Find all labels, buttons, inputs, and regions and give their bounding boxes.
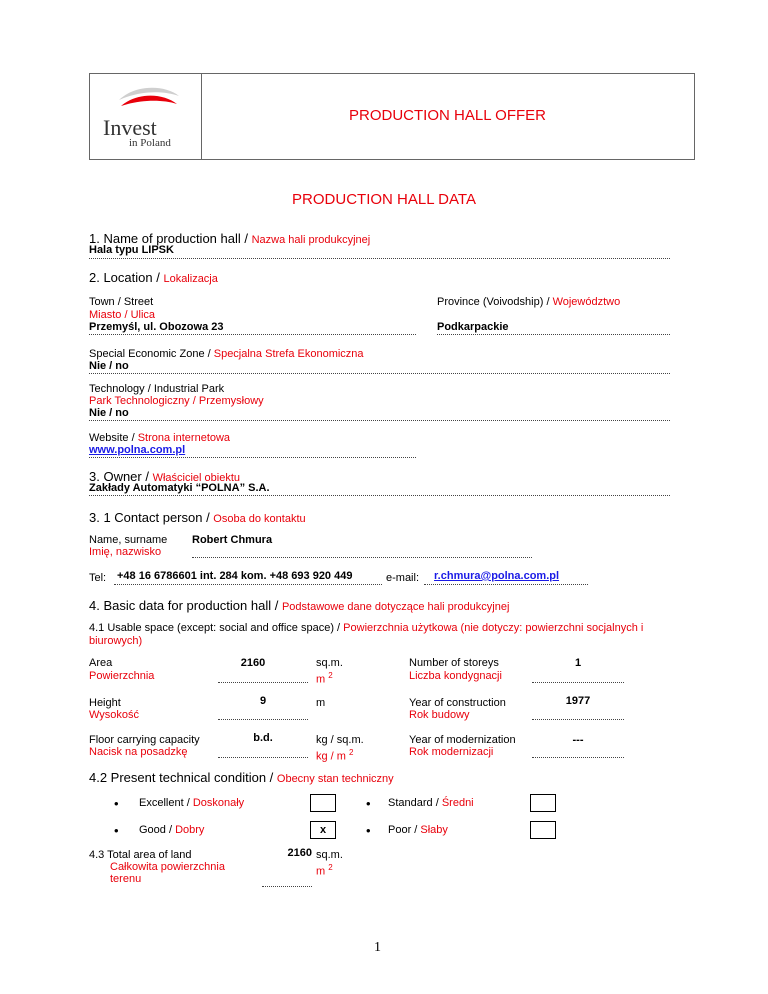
town-line: [89, 334, 416, 335]
standard-label: Standard / Średni: [388, 797, 474, 809]
hall-name-value: Hala typu LIPSK: [89, 244, 174, 256]
height-line: [218, 719, 308, 720]
email-label: e-mail:: [386, 572, 420, 584]
website-link[interactable]: www.polna.com.pl: [89, 444, 186, 456]
storeys-value: 1: [574, 657, 582, 669]
area-unit2: m $^2$: [316, 671, 333, 686]
park-line: [89, 420, 670, 421]
email-line: [424, 584, 588, 585]
floor-unit1: kg / sq.m.: [316, 734, 364, 746]
contact-name-label-en: Name, surname: [89, 534, 168, 546]
year-value: 1977: [565, 695, 591, 707]
s43-label-en: 4.3 Total area of land: [89, 849, 192, 861]
good-checkbox[interactable]: x: [310, 821, 336, 839]
modern-label-pl: Rok modernizacji: [409, 746, 494, 758]
excellent-label: Excellent / Doskonały: [139, 797, 245, 809]
floor-unit2: kg / m $^2$: [316, 748, 354, 763]
sez-label: Special Economic Zone / Specjalna Strefa Ekonomiczna: [89, 348, 364, 360]
poor-label: Poor / Słaby: [388, 824, 448, 836]
sez-line: [89, 373, 670, 374]
province-line: [437, 334, 670, 335]
area-value: 2160: [240, 657, 266, 669]
town-label-en: Town / Street: [89, 296, 154, 308]
email-link[interactable]: r.chmura@polna.com.pl: [434, 570, 560, 582]
contact-name-label-pl: Imię, nazwisko: [89, 546, 162, 558]
invest-in-poland-logo: [99, 80, 194, 152]
height-label-en: Height: [89, 697, 121, 709]
land-unit2: m $^2$: [316, 863, 333, 878]
good-label: Good / Dobry: [139, 824, 205, 836]
storeys-line: [532, 682, 624, 683]
floor-label-en: Floor carrying capacity: [89, 734, 200, 746]
s41-heading: 4.1 Usable space (except: social and office space) / Powierzchnia użytkowa (nie dotyczy: powierzchni socjalnych i biurowych): [89, 622, 644, 647]
sez-value: Nie / no: [89, 360, 129, 372]
bullet-standard: •: [366, 796, 371, 811]
area-label-en: Area: [89, 657, 113, 669]
hall-name-line: [89, 258, 670, 259]
floor-value: b.d.: [253, 732, 273, 744]
tel-label: Tel:: [89, 572, 107, 584]
storeys-label-pl: Liczba kondygnacji: [409, 670, 502, 682]
height-value: 9: [259, 695, 267, 707]
s4-heading: 4. Basic data for production hall / Podstawowe dane dotyczące hali produkcyjnej: [89, 598, 510, 613]
s2-heading: 2. Location / Lokalizacja: [89, 270, 218, 285]
s42-heading: 4.2 Present technical condition / Obecny stan techniczny: [89, 770, 394, 785]
height-label-pl: Wysokość: [89, 709, 140, 721]
page-number: 1: [374, 940, 381, 955]
bullet-good: •: [114, 823, 119, 838]
modern-line: [532, 757, 624, 758]
land-line: [262, 886, 312, 887]
standard-checkbox[interactable]: [530, 794, 556, 812]
s31-heading: 3. 1 Contact person / Osoba do kontaktu: [89, 510, 306, 525]
owner-line: [89, 495, 670, 496]
year-label-pl: Rok budowy: [409, 709, 470, 721]
area-unit1: sq.m.: [316, 657, 343, 669]
contact-name-line: [192, 557, 532, 558]
contact-name-value: Robert Chmura: [192, 534, 273, 546]
tel-value: +48 16 6786601 int. 284 kom. +48 693 920 449: [117, 570, 353, 582]
s43-label-pl2: terenu: [110, 873, 142, 885]
park-label-en: Technology / Industrial Park: [89, 383, 225, 395]
land-value: 2160: [287, 847, 312, 859]
bullet-poor: •: [366, 823, 371, 838]
height-unit: m: [316, 697, 326, 709]
logo-main-text: Invest: [103, 115, 157, 140]
poor-checkbox[interactable]: [530, 821, 556, 839]
floor-label-pl: Nacisk na posadzkę: [89, 746, 188, 758]
s43-label-pl1: Całkowita powierzchnia: [110, 861, 225, 873]
province-label: Province (Voivodship) / Województwo: [437, 296, 621, 308]
owner-value: Zakłady Automatyki “POLNA” S.A.: [89, 482, 270, 494]
modern-value: ---: [572, 734, 584, 746]
storeys-label-en: Number of storeys: [409, 657, 499, 669]
section-title: PRODUCTION HALL DATA: [292, 191, 476, 208]
logo-sub-text: in Poland: [129, 137, 171, 149]
tel-line: [114, 584, 382, 585]
modern-label-en: Year of modernization: [409, 734, 516, 746]
logo-swoosh-icon: [99, 80, 194, 120]
website-label: Website / Strona internetowa: [89, 432, 231, 444]
province-value: Podkarpackie: [437, 321, 509, 333]
area-label-pl: Powierzchnia: [89, 670, 155, 682]
s3-heading: 3. Owner / Właściciel obiektu: [89, 469, 240, 484]
website-line: [89, 457, 416, 458]
park-value: Nie / no: [89, 407, 129, 419]
s1-heading: 1. Name of production hall / Nazwa hali produkcyjnej: [89, 231, 371, 246]
floor-line: [218, 757, 308, 758]
excellent-checkbox[interactable]: [310, 794, 336, 812]
land-unit1: sq.m.: [316, 849, 343, 861]
park-label-pl: Park Technologiczny / Przemysłowy: [89, 395, 264, 407]
area-line: [218, 682, 308, 683]
bullet-excellent: •: [114, 796, 119, 811]
town-label-pl: Miasto / Ulica: [89, 309, 156, 321]
year-label-en: Year of construction: [409, 697, 506, 709]
year-line: [532, 719, 624, 720]
header-title: PRODUCTION HALL OFFER: [349, 107, 546, 124]
town-value: Przemyśl, ul. Obozowa 23: [89, 321, 224, 333]
